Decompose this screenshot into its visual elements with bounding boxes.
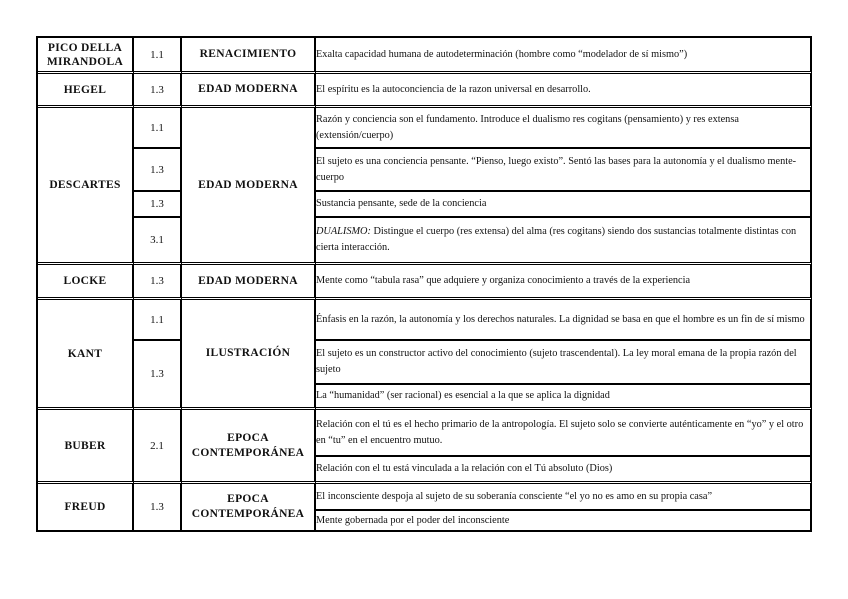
ref-cell: 1.3 bbox=[134, 484, 182, 532]
description-cell: La “humanidad” (ser racional) es esencial a la que se aplica la dignidad bbox=[316, 385, 812, 410]
period-cell: EDAD MODERNA bbox=[182, 74, 316, 108]
ref-cell: 1.1 bbox=[134, 108, 182, 149]
table-row bbox=[38, 265, 812, 300]
description-cell: Énfasis en la razón, la autonomía y los derechos naturales. La dignidad se basa en que el hombre es un fin de sí mismo bbox=[316, 300, 812, 341]
author-cell: FREUD bbox=[38, 484, 134, 532]
table-row bbox=[38, 410, 812, 457]
author-cell: DESCARTES bbox=[38, 108, 134, 265]
period-cell: EDAD MODERNA bbox=[182, 108, 316, 265]
description-cell: Mente como “tabula rasa” que adquiere y organiza conocimiento a través de la experiencia bbox=[316, 265, 812, 300]
ref-cell: 2.1 bbox=[134, 410, 182, 484]
description-cell: Exalta capacidad humana de autodeterminación (hombre como “modelador de sí mismo”) bbox=[316, 38, 812, 74]
table-row bbox=[38, 341, 812, 385]
author-cell: LOCKE bbox=[38, 265, 134, 300]
description-cell bbox=[316, 218, 812, 265]
ref-cell: 1.1 bbox=[134, 38, 182, 74]
period-cell: RENACIMIENTO bbox=[182, 38, 316, 74]
philosophers-table bbox=[36, 36, 812, 532]
description-cell: Razón y conciencia son el fundamento. Introduce el dualismo res cogitans (pensamiento) y res extensa (extensión/cuerpo) bbox=[316, 108, 812, 149]
author-cell: BUBER bbox=[38, 410, 134, 484]
keyword-label: DUALISMO: bbox=[316, 226, 371, 237]
table-row bbox=[38, 484, 812, 511]
description-cell: El espíritu es la autoconciencia de la razon universal en desarrollo. bbox=[316, 74, 812, 108]
ref-cell: 1.3 bbox=[134, 192, 182, 218]
ref-cell: 1.1 bbox=[134, 300, 182, 341]
description-cell: Relación con el tú es el hecho primario de la antropología. El sujeto solo se convierte auténticamente en “yo” y el otro en “tu” en el encuentro mutuo. bbox=[316, 410, 812, 457]
table-row bbox=[38, 149, 812, 192]
period-cell: EDAD MODERNA bbox=[182, 265, 316, 300]
description-cell: El sujeto es un constructor activo del conocimiento (sujeto trascendental). La ley moral emana de la propia razón del sujeto bbox=[316, 341, 812, 385]
period-cell: ILUSTRACIÓN bbox=[182, 300, 316, 410]
description-cell: Sustancia pensante, sede de la conciencia bbox=[316, 192, 812, 218]
ref-cell: 1.3 bbox=[134, 74, 182, 108]
table-row bbox=[38, 108, 812, 149]
table-row bbox=[38, 192, 812, 218]
author-cell: KANT bbox=[38, 300, 134, 410]
ref-cell: 1.3 bbox=[134, 265, 182, 300]
ref-cell: 1.3 bbox=[134, 341, 182, 410]
table-row bbox=[38, 300, 812, 341]
table-row bbox=[38, 38, 812, 74]
description-cell: El inconsciente despoja al sujeto de su soberanía consciente “el yo no es amo en su propia casa” bbox=[316, 484, 812, 511]
author-cell: PICO DELLA MIRANDOLA bbox=[38, 38, 134, 74]
ref-cell: 3.1 bbox=[134, 218, 182, 265]
ref-cell: 1.3 bbox=[134, 149, 182, 192]
table-row bbox=[38, 218, 812, 265]
description-cell: Relación con el tu está vinculada a la relación con el Tú absoluto (Dios) bbox=[316, 457, 812, 484]
period-cell: EPOCA CONTEMPORÁNEA bbox=[182, 410, 316, 484]
table-row bbox=[38, 74, 812, 108]
period-cell: EPOCA CONTEMPORÁNEA bbox=[182, 484, 316, 532]
description-cell: Mente gobernada por el poder del inconsciente bbox=[316, 511, 812, 532]
author-cell: HEGEL bbox=[38, 74, 134, 108]
description-cell: El sujeto es una conciencia pensante. “Pienso, luego existo”. Sentó las bases para la autonomía y el dualismo mente-cuerpo bbox=[316, 149, 812, 192]
description-text: Distingue el cuerpo (res extensa) del alma (res cogitans) siendo dos sustancias totalmente distintas con cierta interacción. bbox=[316, 226, 797, 253]
